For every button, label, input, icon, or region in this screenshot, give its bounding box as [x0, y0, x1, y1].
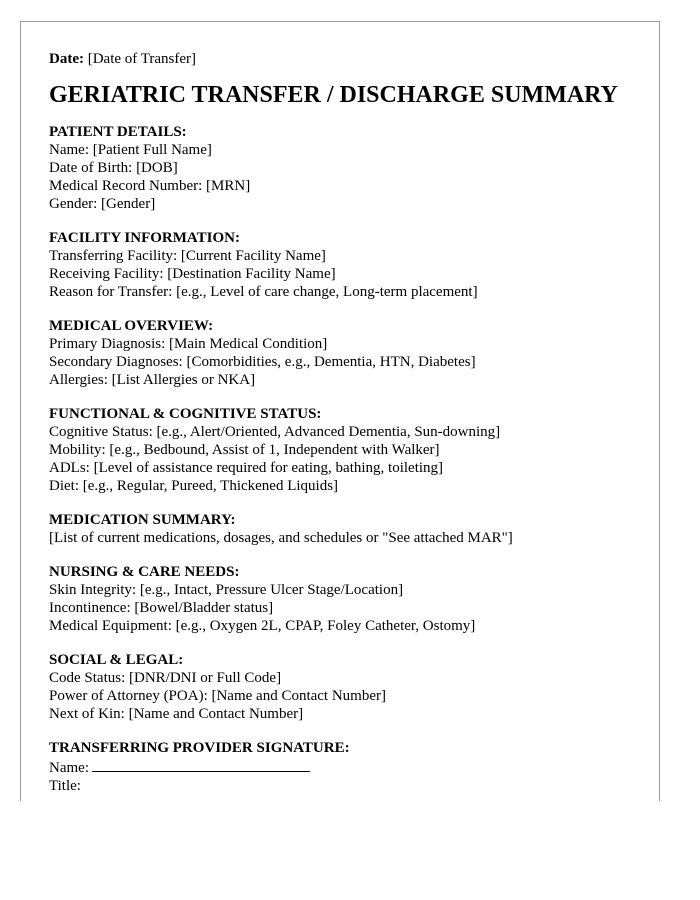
patient-mrn-line: Medical Record Number: [MRN]	[49, 178, 251, 194]
code-status-line: Code Status: [DNR/DNI or Full Code]	[49, 670, 282, 686]
diet-line: Diet: [e.g., Regular, Pureed, Thickened Liquids]	[49, 478, 339, 494]
section-provider-signature	[49, 739, 649, 795]
incontinence-line: Incontinence: [Bowel/Bladder status]	[49, 600, 274, 616]
patient-gender-line: Gender: [Gender]	[49, 196, 156, 212]
document-content	[49, 50, 649, 801]
section-heading: PATIENT DETAILS:	[49, 124, 187, 140]
cognitive-status-line: Cognitive Status: [e.g., Alert/Oriented, Advanced Dementia, Sun-downing]	[49, 424, 501, 440]
date-value: [Date of Transfer]	[87, 51, 197, 67]
signature-title-label: Title:	[49, 778, 81, 794]
section-heading: FUNCTIONAL & COGNITIVE STATUS:	[49, 406, 322, 422]
next-of-kin-line: Next of Kin: [Name and Contact Number]	[49, 706, 304, 722]
transfer-reason-line: Reason for Transfer: [e.g., Level of care change, Long-term placement]	[49, 284, 478, 300]
section-patient-details	[49, 123, 649, 213]
medical-equipment-line: Medical Equipment: [e.g., Oxygen 2L, CPAP, Foley Catheter, Ostomy]	[49, 618, 476, 634]
transferring-facility-line: Transferring Facility: [Current Facility Name]	[49, 248, 326, 264]
signature-name-label: Name:	[49, 760, 89, 776]
section-heading: MEDICATION SUMMARY:	[49, 512, 236, 528]
section-functional-cognitive-status	[49, 405, 649, 495]
date-label: Date:	[49, 51, 84, 67]
medication-list-line: [List of current medications, dosages, and schedules or "See attached MAR"]	[49, 530, 513, 546]
section-heading: FACILITY INFORMATION:	[49, 230, 240, 246]
adls-line: ADLs: [Level of assistance required for eating, bathing, toileting]	[49, 460, 444, 476]
section-heading: TRANSFERRING PROVIDER SIGNATURE:	[49, 740, 350, 756]
skin-integrity-line: Skin Integrity: [e.g., Intact, Pressure Ulcer Stage/Location]	[49, 582, 404, 598]
primary-diagnosis-line: Primary Diagnosis: [Main Medical Condition]	[49, 336, 328, 352]
section-nursing-care-needs	[49, 563, 649, 635]
patient-dob-line: Date of Birth: [DOB]	[49, 160, 178, 176]
signature-title-line	[49, 777, 649, 795]
section-heading: SOCIAL & LEGAL:	[49, 652, 184, 668]
signature-name-blank[interactable]	[92, 757, 310, 772]
section-social-legal	[49, 651, 649, 723]
section-heading: MEDICAL OVERVIEW:	[49, 318, 214, 334]
secondary-diagnoses-line: Secondary Diagnoses: [Comorbidities, e.g., Dementia, HTN, Diabetes]	[49, 354, 476, 370]
section-medical-overview	[49, 317, 649, 389]
poa-line: Power of Attorney (POA): [Name and Contact Number]	[49, 688, 387, 704]
date-line	[49, 50, 649, 68]
allergies-line: Allergies: [List Allergies or NKA]	[49, 372, 256, 388]
mobility-line: Mobility: [e.g., Bedbound, Assist of 1, Independent with Walker]	[49, 442, 440, 458]
section-medication-summary	[49, 511, 649, 547]
patient-name-line: Name: [Patient Full Name]	[49, 142, 212, 158]
document-page	[20, 21, 660, 801]
document-title: GERIATRIC TRANSFER / DISCHARGE SUMMARY	[49, 82, 618, 108]
receiving-facility-line: Receiving Facility: [Destination Facility Name]	[49, 266, 336, 282]
signature-name-line	[49, 757, 649, 777]
section-heading: NURSING & CARE NEEDS:	[49, 564, 240, 580]
section-facility-information	[49, 229, 649, 301]
